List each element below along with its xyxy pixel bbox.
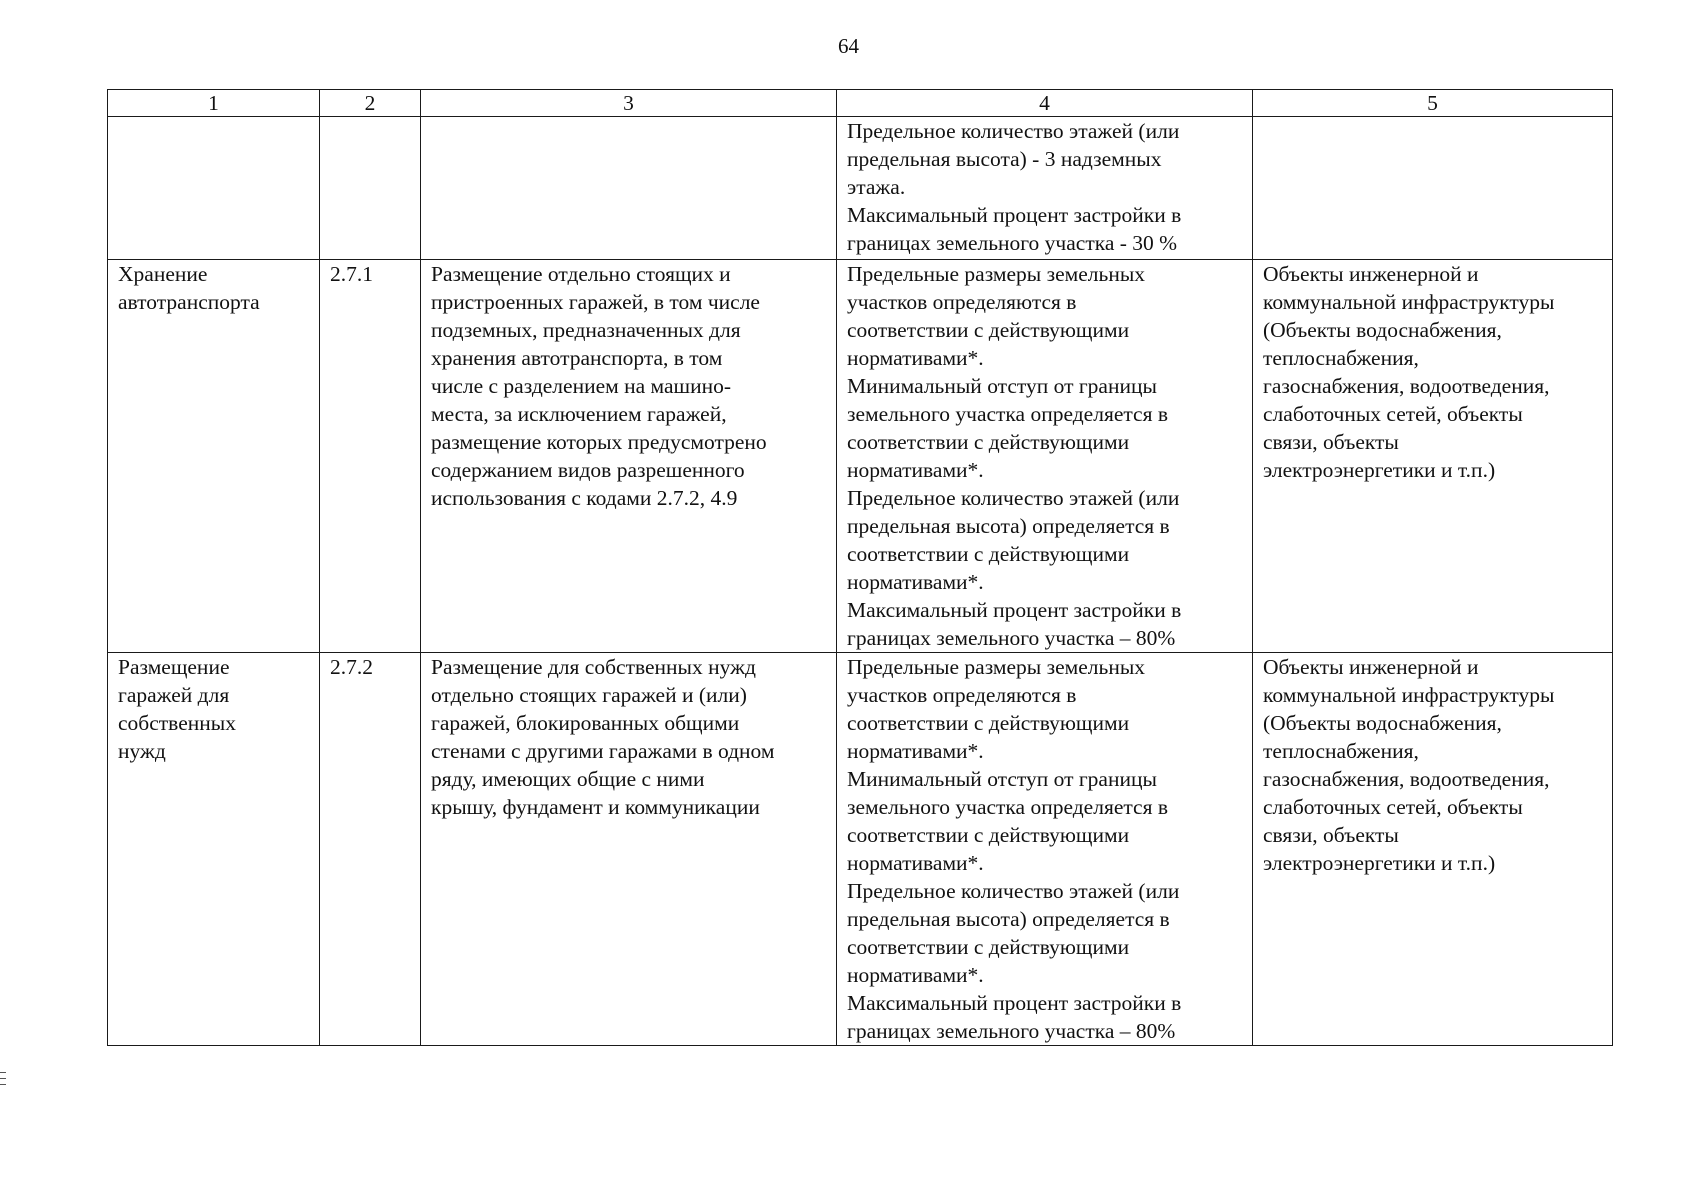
cell-line: Предельное количество этажей (или	[847, 879, 1180, 903]
cell-line: связи, объекты	[1263, 430, 1399, 454]
cell-line: электроэнергетики и т.п.)	[1263, 851, 1496, 875]
column-header: 1	[108, 90, 320, 117]
cell-line: участков определяются в	[847, 290, 1077, 314]
cell-line: гаражей, блокированных общими	[431, 711, 740, 735]
cell-use-code	[320, 260, 421, 653]
cell-line: соответствии с действующими	[847, 711, 1130, 735]
table-row	[108, 653, 1613, 1046]
cell-line: Максимальный процент застройки в	[847, 203, 1182, 227]
cell-line: (Объекты водоснабжения,	[1263, 318, 1502, 342]
cell-line: соответствии с действующими	[847, 430, 1130, 454]
zoning-table	[107, 89, 1613, 1046]
cell-line: использования с кодами 2.7.2, 4.9	[431, 486, 738, 510]
cell-line: участков определяются в	[847, 683, 1077, 707]
cell-use-code	[320, 117, 421, 260]
table-header-row	[108, 90, 1613, 117]
cell-use-description	[421, 260, 837, 653]
cell-line: теплоснабжения,	[1263, 346, 1419, 370]
column-header: 5	[1253, 90, 1613, 117]
cell-line: предельная высота) - 3 надземных	[847, 147, 1162, 171]
cell-line: автотранспорта	[118, 290, 260, 314]
scan-mark	[0, 1084, 6, 1085]
cell-line: 2.7.2	[330, 655, 373, 679]
cell-line: газоснабжения, водоотведения,	[1263, 767, 1550, 791]
cell-line: Предельные размеры земельных	[847, 262, 1146, 286]
cell-line: Минимальный отступ от границы	[847, 374, 1157, 398]
cell-line: нормативами*.	[847, 963, 984, 987]
cell-line: земельного участка определяется в	[847, 402, 1168, 426]
page-number: 64	[838, 34, 859, 58]
cell-line: слаботочных сетей, объекты	[1263, 795, 1523, 819]
column-header: 2	[320, 90, 421, 117]
cell-line: коммунальной инфраструктуры	[1263, 683, 1555, 707]
cell-use-name	[108, 653, 320, 1046]
cell-line: Предельное количество этажей (или	[847, 119, 1180, 143]
scan-mark	[0, 1072, 6, 1073]
cell-line: отдельно стоящих гаражей и (или)	[431, 683, 747, 707]
cell-auxiliary-uses	[1253, 117, 1613, 260]
cell-auxiliary-uses	[1253, 260, 1613, 653]
cell-line: связи, объекты	[1263, 823, 1399, 847]
cell-line: места, за исключением гаражей,	[431, 402, 727, 426]
cell-line: нормативами*.	[847, 570, 984, 594]
cell-line: соответствии с действующими	[847, 542, 1130, 566]
cell-line: Объекты инженерной и	[1263, 655, 1479, 679]
cell-line: собственных	[118, 711, 236, 735]
cell-line: нормативами*.	[847, 739, 984, 763]
cell-line: хранения автотранспорта, в том	[431, 346, 723, 370]
cell-line: Размещение отдельно стоящих и	[431, 262, 731, 286]
table-row	[108, 260, 1613, 653]
cell-line: газоснабжения, водоотведения,	[1263, 374, 1550, 398]
cell-line: соответствии с действующими	[847, 935, 1130, 959]
cell-line: границах земельного участка - 30 %	[847, 231, 1178, 255]
cell-line: Максимальный процент застройки в	[847, 598, 1182, 622]
cell-line: Предельные размеры земельных	[847, 655, 1146, 679]
cell-line: Объекты инженерной и	[1263, 262, 1479, 286]
scan-mark	[0, 1078, 6, 1079]
cell-line: границах земельного участка – 80%	[847, 626, 1176, 650]
cell-line: теплоснабжения,	[1263, 739, 1419, 763]
cell-line: нормативами*.	[847, 458, 984, 482]
cell-line: нужд	[118, 739, 166, 763]
cell-line: размещение которых предусмотрено	[431, 430, 767, 454]
cell-line: содержанием видов разрешенного	[431, 458, 745, 482]
cell-line: Максимальный процент застройки в	[847, 991, 1182, 1015]
cell-use-name	[108, 260, 320, 653]
cell-line: Размещение	[118, 655, 230, 679]
cell-parameters	[837, 653, 1253, 1046]
cell-use-name	[108, 117, 320, 260]
cell-line: нормативами*.	[847, 346, 984, 370]
column-header: 3	[421, 90, 837, 117]
cell-use-description	[421, 117, 837, 260]
cell-line: Хранение	[118, 262, 208, 286]
cell-line: пристроенных гаражей, в том числе	[431, 290, 760, 314]
cell-line: 2.7.1	[330, 262, 373, 286]
cell-line: предельная высота) определяется в	[847, 514, 1170, 538]
cell-parameters	[837, 260, 1253, 653]
cell-line: стенами с другими гаражами в одном	[431, 739, 775, 763]
cell-line: коммунальной инфраструктуры	[1263, 290, 1555, 314]
cell-line: земельного участка определяется в	[847, 795, 1168, 819]
cell-line: гаражей для	[118, 683, 230, 707]
cell-line: Предельное количество этажей (или	[847, 486, 1180, 510]
cell-line: границах земельного участка – 80%	[847, 1019, 1176, 1043]
cell-line: соответствии с действующими	[847, 823, 1130, 847]
cell-parameters	[837, 117, 1253, 260]
table-row	[108, 117, 1613, 260]
cell-line: соответствии с действующими	[847, 318, 1130, 342]
cell-auxiliary-uses	[1253, 653, 1613, 1046]
cell-use-description	[421, 653, 837, 1046]
column-header: 4	[837, 90, 1253, 117]
cell-line: ряду, имеющих общие с ними	[431, 767, 705, 791]
cell-line: электроэнергетики и т.п.)	[1263, 458, 1496, 482]
cell-line: предельная высота) определяется в	[847, 907, 1170, 931]
cell-line: Размещение для собственных нужд	[431, 655, 756, 679]
cell-line: крышу, фундамент и коммуникации	[431, 795, 760, 819]
cell-line: числе с разделением на машино-	[431, 374, 732, 398]
margin-scan-marks	[0, 1072, 6, 1090]
cell-line: слаботочных сетей, объекты	[1263, 402, 1523, 426]
cell-line: этажа.	[847, 175, 906, 199]
cell-line: нормативами*.	[847, 851, 984, 875]
cell-line: (Объекты водоснабжения,	[1263, 711, 1502, 735]
cell-use-code	[320, 653, 421, 1046]
cell-line: подземных, предназначенных для	[431, 318, 741, 342]
cell-line: Минимальный отступ от границы	[847, 767, 1157, 791]
